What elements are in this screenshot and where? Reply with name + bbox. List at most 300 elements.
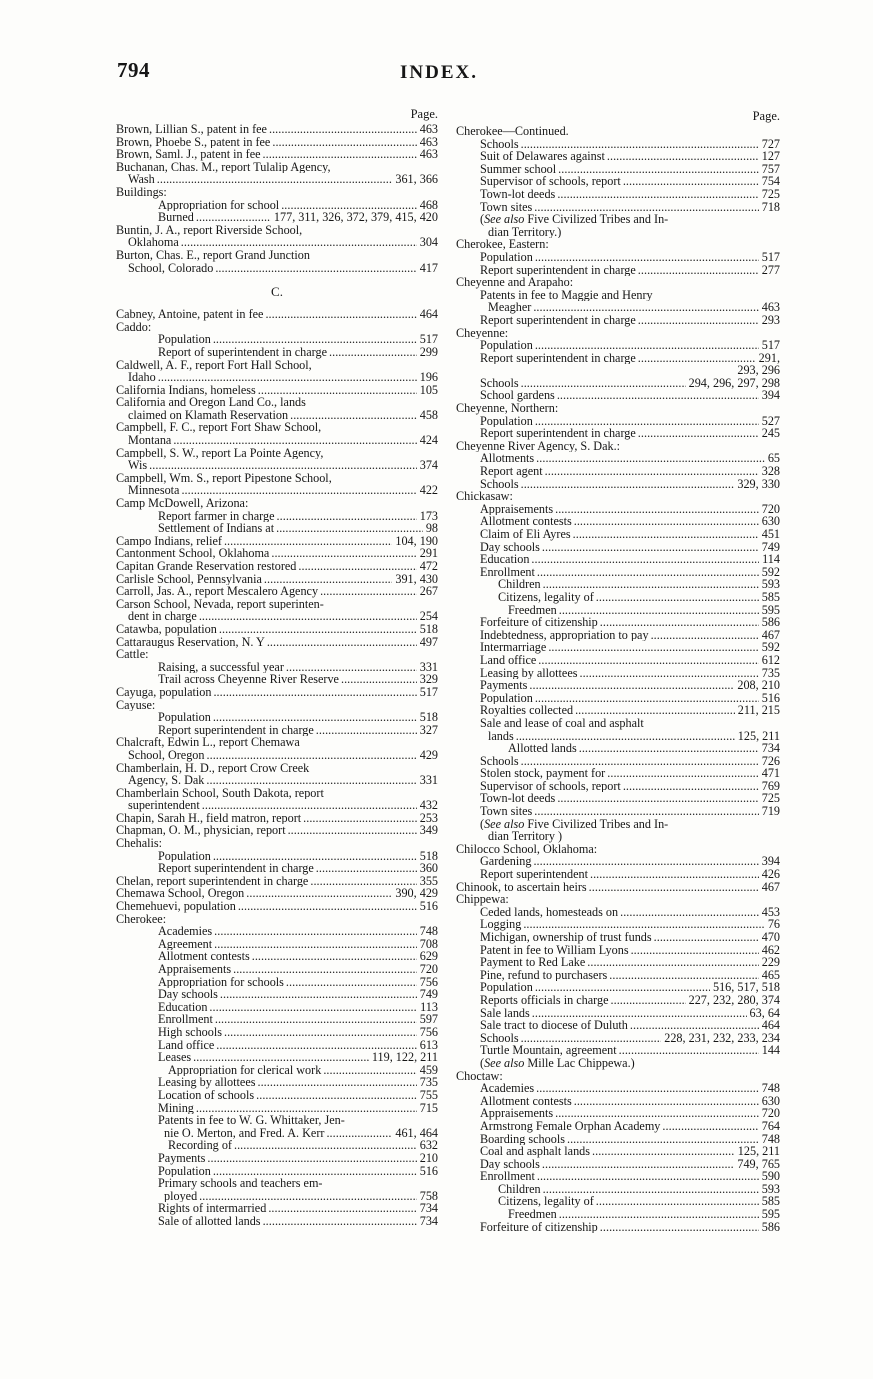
entry-pages: 331 [419, 774, 438, 787]
index-entry [456, 566, 780, 579]
dot-leader [590, 868, 759, 881]
index-entry [456, 465, 780, 478]
entry-pages: 748 [419, 925, 438, 938]
entry-pages: 463 [419, 135, 438, 149]
entry-pages: 461, 464 [395, 1126, 438, 1140]
dot-leader [173, 434, 416, 447]
entry-pages: 708 [419, 937, 438, 951]
dot-leader [611, 994, 686, 1007]
see-also-note [456, 213, 780, 226]
index-entry [116, 346, 438, 359]
index-entry [456, 755, 780, 768]
entry-pages: 725 [761, 792, 780, 806]
entry-pages: 144 [761, 1044, 780, 1057]
index-entry [116, 1165, 438, 1178]
index-heading: Patents in fee to W. G. Whittaker, Jen- [158, 1114, 345, 1127]
index-heading: Cherokee, Eastern: [456, 238, 549, 251]
dot-leader [574, 1095, 759, 1108]
index-heading: Cheyenne River Agency, S. Dak.: [456, 439, 621, 453]
dot-leader [609, 969, 758, 982]
entry-pages: 291, [758, 351, 780, 365]
entry-term: Coal and asphalt lands [480, 1145, 591, 1158]
entry-term: Allotment contests [480, 515, 572, 528]
dot-leader [533, 301, 758, 314]
index-heading: Chehalis: [116, 837, 163, 850]
dot-leader [199, 610, 417, 623]
entry-term: Allotment contests [480, 1094, 572, 1108]
entry-pages: 715 [419, 1101, 438, 1115]
entry-term: Education [158, 1000, 208, 1014]
dot-leader [233, 963, 417, 976]
entry-pages: 720 [419, 963, 438, 976]
index-heading: Caddo: [116, 320, 152, 334]
index-entry [456, 931, 780, 944]
entry-pages: 734 [761, 742, 780, 755]
dot-leader [258, 384, 417, 397]
entry-term: Patent in fee to William Lyons [480, 943, 629, 957]
entry-term: Carlisle School, Pennsylvania [116, 572, 262, 586]
dot-leader [521, 755, 759, 768]
entry-term: Chemehuevi, population [116, 900, 236, 913]
dot-leader [535, 981, 710, 994]
dot-leader [207, 749, 417, 762]
entry-pages: 471 [761, 767, 780, 780]
index-entry [456, 730, 780, 743]
index-entry [456, 855, 780, 868]
index-entry [116, 1215, 438, 1228]
dot-leader [234, 1139, 417, 1152]
entry-pages: 516 [761, 691, 780, 705]
dot-leader [267, 636, 417, 649]
entry-term: Minnesota [128, 484, 180, 498]
entry-pages: 758 [419, 1189, 438, 1203]
entry-term: Pine, refund to purchasers [480, 968, 608, 982]
entry-pages: 734 [419, 1202, 438, 1215]
index-entry [456, 767, 780, 780]
entry-term: Appropriation for clerical work [168, 1063, 322, 1077]
entry-term: Agency, S. Dak [128, 774, 205, 787]
entry-term: Brown, Lillian S., patent in fee [116, 123, 267, 136]
index-entry [116, 262, 438, 275]
entry-term: Report farmer in charge [158, 509, 275, 523]
entry-term: Idaho [128, 371, 156, 384]
entry-pages: 228, 231, 232, 233, 234 [664, 1031, 780, 1045]
index-entry [116, 1202, 438, 1215]
section-letter: C. [271, 284, 283, 300]
index-entry [456, 1120, 780, 1133]
see-also-label: See also [484, 213, 525, 226]
dot-leader [521, 138, 759, 151]
entry-pages: 294, 296, 297, 298 [688, 376, 780, 390]
entry-pages: 592 [761, 565, 780, 579]
dot-leader [303, 812, 417, 825]
see-also-note [456, 818, 780, 831]
dot-leader [532, 1007, 747, 1020]
entry-term: Stolen stock, payment for [480, 767, 606, 780]
index-entry [456, 1208, 780, 1221]
entry-term: Report agent [480, 465, 543, 478]
index-entry [456, 629, 780, 642]
dot-leader [181, 236, 417, 249]
dot-leader [277, 510, 417, 523]
entry-pages: 597 [419, 1013, 438, 1026]
entry-pages: 65 [767, 452, 780, 466]
see-also-open: ( [480, 817, 485, 831]
index-entry [116, 1152, 438, 1165]
dot-leader [214, 925, 417, 938]
dot-leader [589, 881, 759, 894]
page-header [0, 52, 873, 92]
entry-term: Report of superintendent in charge [158, 345, 327, 359]
index-entry [116, 123, 438, 136]
entry-pages: 468 [419, 198, 438, 212]
index-entry [116, 774, 438, 787]
index-entry [456, 1082, 780, 1095]
index-entry [456, 389, 780, 402]
entry-term: Rights of intermarried [158, 1202, 267, 1215]
index-entry [116, 384, 438, 397]
dot-leader [224, 535, 392, 548]
entry-term: Payments [480, 679, 528, 692]
entry-term: Report superintendent in charge [158, 862, 314, 875]
index-entry [116, 976, 438, 989]
index-entry [456, 1095, 780, 1108]
dot-leader [535, 251, 759, 264]
index-heading: Chickasaw: [456, 490, 513, 503]
entry-term: Cattaraugus Reservation, N. Y [116, 635, 265, 649]
entry-pages: 748 [761, 1132, 780, 1146]
dot-leader [213, 850, 417, 863]
dot-leader [623, 780, 759, 793]
dot-leader [521, 478, 735, 491]
entry-term: Leases [158, 1051, 192, 1064]
entry-term: Report superintendent in charge [480, 427, 636, 440]
entry-term: Michigan, ownership of trust funds [480, 931, 652, 944]
entry-pages: 113 [420, 1000, 438, 1014]
entry-pages: 613 [419, 1038, 438, 1052]
entry-term: nie O. Merton, and Fred. A. Kerr [164, 1126, 325, 1140]
entry-pages: 227, 232, 280, 374 [688, 993, 780, 1007]
entry-pages: 517 [761, 250, 780, 264]
index-heading: Cherokee: [116, 912, 167, 926]
entry-term: Ceded lands, homesteads on [480, 905, 619, 919]
dot-leader [213, 711, 417, 724]
dot-leader [252, 950, 417, 963]
entry-term: High schools [158, 1025, 222, 1039]
entry-term: Oklahoma [128, 236, 179, 249]
dot-leader [574, 515, 759, 528]
entry-term: Enrollment [480, 1170, 535, 1183]
entry-term: Report superintendent in charge [480, 313, 636, 327]
entry-pages: 329 [419, 673, 438, 686]
index-entry [116, 610, 438, 623]
index-entry [116, 560, 438, 573]
index-entry [456, 1158, 780, 1171]
page-number: 794 [117, 58, 150, 82]
dot-leader [587, 956, 758, 969]
entry-pages: 267 [419, 585, 438, 598]
see-also-open: ( [480, 213, 485, 226]
entry-term: Freedmen [508, 603, 557, 617]
dot-leader [214, 938, 417, 951]
entry-term: Appraisements [480, 502, 554, 516]
index-entry [456, 641, 780, 654]
entry-term: superintendent [128, 799, 200, 812]
index-entry [116, 887, 438, 900]
entry-term: Supervisor of schools, report [480, 779, 621, 793]
index-entry [116, 812, 438, 825]
index-heading: Cheyenne: [456, 326, 509, 340]
entry-pages: 105 [419, 383, 438, 397]
entry-term: lands [488, 729, 514, 743]
dot-leader [323, 1064, 416, 1077]
entry-pages: 726 [761, 754, 780, 768]
index-entry [116, 1001, 438, 1014]
entry-term: Population [158, 1164, 211, 1178]
dot-leader [316, 724, 417, 737]
dot-leader [220, 988, 417, 1001]
entry-term: Brown, Phoebe S., patent in fee [116, 135, 271, 149]
entry-term: Royalties collected [480, 704, 574, 717]
entry-pages: 374 [419, 459, 438, 472]
entry-term: Enrollment [158, 1013, 213, 1026]
index-entry [116, 1039, 438, 1052]
index-entry [116, 434, 438, 447]
dot-leader [535, 692, 759, 705]
dot-leader [531, 553, 759, 566]
entry-pages: 467 [761, 880, 780, 894]
dot-leader [219, 623, 417, 636]
entry-pages: 355 [419, 874, 438, 888]
dot-leader [288, 824, 417, 837]
index-entry [116, 535, 438, 548]
entry-pages: 518 [419, 849, 438, 863]
entry-term: Academies [480, 1082, 535, 1095]
index-heading: Patents in fee to Maggie and Henry [480, 288, 653, 302]
entry-term: School, Oregon [128, 748, 205, 762]
index-entry [456, 956, 780, 969]
index-heading: Carson School, Nevada, report superinten- [116, 597, 324, 611]
dot-leader [548, 641, 758, 654]
index-entry [116, 950, 438, 963]
entry-pages: 725 [761, 187, 780, 201]
index-entry [116, 211, 438, 224]
entry-pages: 612 [761, 653, 780, 667]
entry-term: Allotment contests [158, 950, 250, 963]
dot-leader [575, 704, 735, 717]
entry-pages: 585 [761, 1195, 780, 1209]
dot-leader [320, 585, 417, 598]
entry-term: Schools [480, 376, 519, 390]
dot-leader [662, 1120, 758, 1133]
dot-leader [290, 409, 417, 422]
entry-pages: 754 [761, 175, 780, 188]
entry-pages: 328 [761, 465, 780, 478]
index-heading: Chilocco School, Oklahoma: [456, 842, 598, 856]
entry-pages: 119, 122, 211 [371, 1051, 438, 1064]
dot-leader [534, 805, 758, 818]
dot-leader [559, 1208, 759, 1221]
index-entry [116, 333, 438, 346]
entry-pages: 516 [419, 900, 438, 913]
entry-pages: 417 [419, 261, 438, 275]
entry-term: Cayuga, population [116, 685, 212, 699]
entry-term: Sale of allotted lands [158, 1214, 261, 1228]
index-entry [116, 236, 438, 249]
entry-pages: 253 [419, 811, 438, 825]
entry-term: Population [480, 981, 533, 994]
index-entry [116, 1102, 438, 1115]
entry-term: Leasing by allottees [480, 666, 578, 680]
index-entry [456, 868, 780, 881]
dot-leader [555, 503, 759, 516]
entry-term: Wis [128, 459, 148, 472]
entry-term: Campo Indians, relief [116, 534, 222, 548]
index-entry [456, 339, 780, 352]
dot-leader [638, 264, 759, 277]
entry-term: Suit of Delawares against [480, 150, 605, 163]
entry-pages: 127 [761, 150, 780, 163]
entry-pages: 463 [419, 123, 438, 136]
dot-leader [533, 855, 758, 868]
entry-pages: 757 [761, 162, 780, 176]
dot-leader [542, 541, 759, 554]
entry-pages: 125, 211 [737, 1145, 780, 1158]
entry-pages: 585 [761, 590, 780, 604]
dot-leader [555, 1107, 759, 1120]
dot-leader [257, 1076, 416, 1089]
entry-pages: 593 [761, 1182, 780, 1196]
index-entry [456, 1221, 780, 1234]
index-entry [456, 704, 780, 717]
index-entry [116, 1051, 438, 1064]
dot-leader [264, 573, 392, 586]
entry-pages: 592 [761, 641, 780, 654]
entry-pages: 497 [419, 635, 438, 649]
entry-term: Leasing by allottees [158, 1076, 256, 1089]
index-entry [456, 692, 780, 705]
entry-term: School gardens [480, 389, 555, 403]
index-entry [456, 138, 780, 151]
entry-term: claimed on Klamath Reservation [128, 408, 289, 422]
index-entry [116, 673, 438, 686]
entry-term: Report superintendent in charge [158, 723, 314, 737]
entry-term: Catawba, population [116, 622, 217, 636]
entry-term: Land office [480, 653, 537, 667]
dot-leader [534, 201, 758, 214]
dot-leader [213, 1165, 417, 1178]
entry-pages: 453 [761, 905, 780, 919]
entry-pages: 632 [419, 1139, 438, 1152]
index-entry [116, 459, 438, 472]
entry-term: Montana [128, 434, 172, 447]
entry-pages: 749 [419, 988, 438, 1001]
index-entry [116, 409, 438, 422]
dot-leader [196, 211, 271, 224]
entry-pages: 769 [761, 779, 780, 793]
entry-pages: 595 [761, 603, 780, 617]
index-heading: Primary schools and teachers em- [158, 1177, 323, 1190]
entry-pages: 756 [419, 975, 438, 989]
index-heading: Campbell, S. W., report La Pointe Agency, [116, 446, 324, 460]
entry-term: Boarding schools [480, 1132, 565, 1146]
index-entry [456, 578, 780, 591]
index-column-right [456, 110, 780, 1233]
entry-term: Meagher [488, 301, 532, 314]
entry-pages: 755 [419, 1088, 438, 1102]
entry-term: Intermarriage [480, 641, 547, 654]
entry-term: Population [480, 691, 533, 705]
index-entries-c [116, 308, 438, 1227]
index-heading: Cheyenne and Arapaho: [456, 276, 574, 289]
index-entry [116, 963, 438, 976]
index-entry [456, 918, 780, 931]
dot-leader [630, 1019, 759, 1032]
index-entry [456, 188, 780, 201]
entry-term: Appraisements [480, 1107, 554, 1120]
index-entry [116, 850, 438, 863]
entry-pages: 331 [419, 660, 438, 674]
entry-term: Mining [158, 1101, 194, 1115]
entry-pages: 756 [419, 1025, 438, 1039]
index-heading: Sale and lease of coal and asphalt [480, 716, 644, 730]
dot-leader [557, 389, 759, 402]
entry-term: Agreement [158, 937, 213, 951]
index-heading: Cayuse: [116, 698, 156, 712]
index-entry [116, 1064, 438, 1077]
entry-term: Appropriation for schools [158, 975, 284, 989]
dot-leader [537, 566, 759, 579]
index-entries-b [116, 123, 438, 274]
index-entry [456, 742, 780, 755]
dot-leader [557, 792, 758, 805]
entry-pages: 590 [761, 1170, 780, 1183]
index-entry [456, 805, 780, 818]
dot-leader [215, 262, 416, 275]
dot-leader [538, 654, 758, 667]
dot-leader [269, 123, 417, 136]
dot-leader [238, 900, 417, 913]
dot-leader [209, 1001, 417, 1014]
entry-term: Raising, a successful year [158, 660, 284, 674]
entry-term: Population [480, 250, 533, 264]
entry-term: Schools [480, 1031, 519, 1045]
entry-term: Land office [158, 1038, 215, 1052]
dot-leader [543, 578, 759, 591]
running-title: INDEX. [400, 62, 478, 83]
entry-pages: 527 [761, 414, 780, 428]
index-entry [116, 1089, 438, 1102]
dot-leader [271, 547, 416, 560]
dot-leader [557, 188, 758, 201]
entry-term: Sale tract to diocese of Duluth [480, 1019, 628, 1032]
entry-pages: 114 [762, 553, 780, 566]
index-entry [456, 969, 780, 982]
entry-pages: 463 [419, 148, 438, 161]
entry-pages: 329, 330 [737, 477, 780, 491]
index-entry [456, 377, 780, 390]
dot-leader [206, 774, 416, 787]
entry-term: Education [480, 553, 530, 566]
entry-pages: 518 [419, 622, 438, 636]
dot-leader [623, 175, 759, 188]
dot-leader [536, 1082, 759, 1095]
entry-pages: 394 [761, 855, 780, 869]
see-also-label: See also [484, 1056, 525, 1070]
dot-leader [521, 377, 686, 390]
entry-term: Chapman, O. M., physician, report [116, 824, 286, 838]
index-entry [456, 780, 780, 793]
